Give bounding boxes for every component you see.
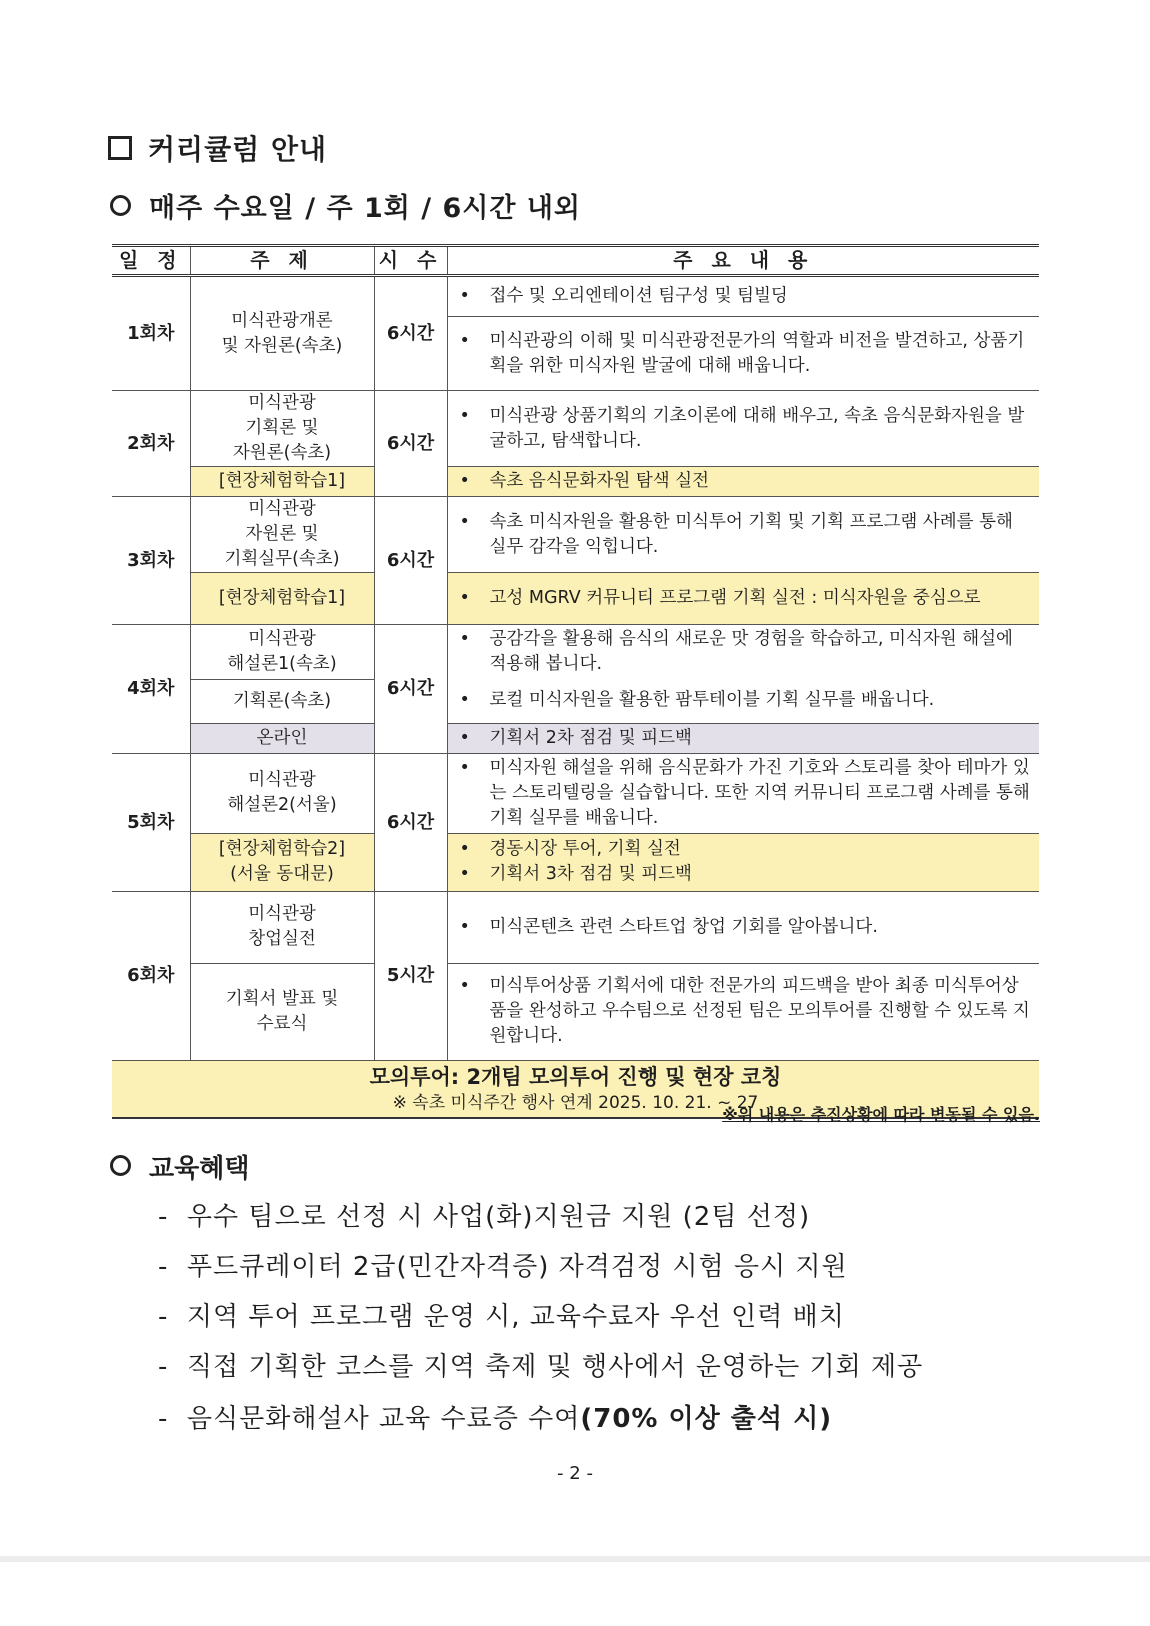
table-row xyxy=(112,573,1039,625)
content-text: 미식관광의 이해 및 미식관광전문가의 역할과 비전을 발견하고, 상품기획을 위한 미식자원 발굴에 대해 배웁니다. xyxy=(489,330,1025,376)
square-bullet-icon xyxy=(108,136,132,160)
content-text: 로컬 미식자원을 활용한 팜투테이블 기획 실무를 배웁니다. xyxy=(489,690,935,711)
session-number: 2회차 xyxy=(112,391,190,497)
content-text: 미식자원 해설을 위해 음식문화가 가진 기호와 스토리를 찾아 테마가 있는 스토리텔링을 실습합니다. 또한 지역 커뮤니티 프로그램 사례를 통해 기획 실무를 배웁니다. xyxy=(489,757,1030,828)
benefit-item: - 지역 투어 프로그램 운영 시, 교육수료자 우선 인력 배치 xyxy=(158,1302,845,1332)
benefit-text: 음식문화해설사 교육 수료증 수여 xyxy=(186,1404,581,1434)
content-cell: • 고성 MGRV 커뮤니티 프로그램 기획 실전 : 미식자원을 중심으로 xyxy=(447,573,1039,625)
circle-bullet-icon xyxy=(110,1155,131,1176)
session-topic: 미식관광개론 및 자원론(속초) xyxy=(190,276,374,391)
session-hours: 5시간 xyxy=(374,891,447,1060)
content-cell: • 기획서 2차 점검 및 피드백 xyxy=(447,723,1039,753)
session-hours: 6시간 xyxy=(374,753,447,891)
table-row xyxy=(112,833,1039,891)
content-cell: • 로컬 미식자원을 활용한 팜투테이블 기획 실무를 배웁니다. xyxy=(447,679,1039,723)
content-text: 접수 및 오리엔테이션 팀구성 및 팀빌딩 xyxy=(489,286,788,306)
mock-tour-note: ※ 속초 미식주간 행사 연계 2025. 10. 21. ~ 27 xyxy=(392,1092,759,1113)
table-row xyxy=(112,963,1039,1060)
benefit-text: 지역 투어 프로그램 운영 시, 교육수료자 우선 인력 배치 xyxy=(186,1302,845,1332)
content-cell: • 미식관광 상품기획의 기초이론에 대해 배우고, 속초 음식문화자원을 발굴하고, 탐색합니다. xyxy=(447,391,1039,467)
content-text: 기획서 3차 점검 및 피드백 xyxy=(489,864,692,884)
session-topic: 미식관광 해설론2(서울) xyxy=(190,753,374,833)
field-trip-label: [현장체험학습2] (서울 동대문) xyxy=(190,833,374,891)
benefit-item: - 음식문화해설사 교육 수료증 수여(70% 이상 출석 시) xyxy=(158,1404,833,1434)
page-heading xyxy=(108,128,327,168)
session-topic: 미식관광 자원론 및 기획실무(속초) xyxy=(190,497,374,573)
field-trip-label: [현장체험학습1] xyxy=(190,573,374,625)
table-row xyxy=(112,625,1039,680)
session-topic: 미식관광 해설론1(속초) xyxy=(190,625,374,680)
session-number: 6회차 xyxy=(112,891,190,1060)
session-number: 1회차 xyxy=(112,276,190,391)
table-row xyxy=(112,891,1039,963)
content-text: 고성 MGRV 커뮤니티 프로그램 기획 실전 : 미식자원을 중심으로 xyxy=(489,588,981,608)
session-hours: 6시간 xyxy=(374,497,447,625)
content-text: 속초 음식문화자원 탐색 실전 xyxy=(489,471,710,491)
session-hours: 6시간 xyxy=(374,276,447,391)
session-topic: 미식관광 기획론 및 자원론(속초) xyxy=(190,391,374,467)
content-text: 미식콘텐츠 관련 스타트업 창업 기회를 알아봅니다. xyxy=(489,916,878,937)
content-cell: • 미식콘텐츠 관련 스타트업 창업 기회를 알아봅니다. xyxy=(447,891,1039,963)
change-note: ※위 내용은 추진상황에 따라 변동될 수 있음. xyxy=(722,1105,1040,1124)
session-hours: 6시간 xyxy=(374,391,447,497)
session-number: 3회차 xyxy=(112,497,190,625)
header-schedule: 일 정 xyxy=(112,246,190,276)
content-text: 미식투어상품 기획서에 대한 전문가의 피드백을 받아 최종 미식투어상품을 완성하고 우수팀으로 선정된 팀은 모의투어를 진행할 수 있도록 지원합니다. xyxy=(489,976,1030,1046)
session-number: 4회차 xyxy=(112,625,190,754)
content-text: 경동시장 투어, 기획 실전 xyxy=(489,839,681,859)
session-number: 5회차 xyxy=(112,753,190,891)
session-hours: 6시간 xyxy=(374,625,447,754)
session-topic: 미식관광 창업실전 xyxy=(190,891,374,963)
content-cell: • 속초 미식자원을 활용한 미식투어 기획 및 기획 프로그램 사례를 통해 실무 감각을 익힙니다. xyxy=(447,497,1039,573)
table-row xyxy=(112,276,1039,317)
benefit-text: 직접 기획한 코스를 지역 축제 및 행사에서 운영하는 기회 제공 xyxy=(186,1352,924,1382)
header-content: 주 요 내 용 xyxy=(447,246,1039,276)
content-cell: • 접수 및 오리엔테이션 팀구성 및 팀빌딩 xyxy=(447,276,1039,317)
schedule-line xyxy=(110,186,581,225)
benefit-text: 푸드큐레이터 2급(민간자격증) 자격검정 시험 응시 지원 xyxy=(186,1252,848,1282)
curriculum-table xyxy=(112,244,1039,1119)
table-row xyxy=(112,467,1039,497)
mock-tour-title: 모의투어: 2개팀 모의투어 진행 및 현장 코칭 xyxy=(369,1064,782,1089)
session-topic: 기획서 발표 및 수료식 xyxy=(190,963,374,1060)
benefit-item: - 푸드큐레이터 2급(민간자격증) 자격검정 시험 응시 지원 xyxy=(158,1252,848,1282)
content-cell: • 미식투어상품 기획서에 대한 전문가의 피드백을 받아 최종 미식투어상품을 완성하고 우수팀으로 선정된 팀은 모의투어를 진행할 수 있도록 지원합니다. xyxy=(447,963,1039,1060)
page-heading-text: 커리큘럼 안내 xyxy=(148,133,328,166)
content-cell: • 경동시장 투어, 기획 실전 • 기획서 3차 점검 및 피드백 xyxy=(447,833,1039,891)
header-hours: 시 수 xyxy=(374,246,447,276)
content-cell: • 미식관광의 이해 및 미식관광전문가의 역할과 비전을 발견하고, 상품기획을 위한 미식자원 발굴에 대해 배웁니다. xyxy=(447,317,1039,391)
table-header-row xyxy=(112,246,1039,276)
table-row xyxy=(112,497,1039,573)
field-trip-label: [현장체험학습1] xyxy=(190,467,374,497)
content-text: 미식관광 상품기획의 기초이론에 대해 배우고, 속초 음식문화자원을 발굴하고, 탐색합니다. xyxy=(489,405,1025,451)
page-bottom-edge xyxy=(0,1556,1150,1562)
table-row xyxy=(112,679,1039,723)
content-text: 기획서 2차 점검 및 피드백 xyxy=(489,727,692,748)
table-row xyxy=(112,753,1039,833)
content-text: 속초 미식자원을 활용한 미식투어 기획 및 기획 프로그램 사례를 통해 실무 감각을 익힙니다. xyxy=(489,511,1013,557)
benefit-item: - 우수 팀으로 선정 시 사업(화)지원금 지원 (2팀 선정) xyxy=(158,1202,811,1232)
content-cell: • 공감각을 활용해 음식의 새로운 맛 경험을 학습하고, 미식자원 해설에 적용해 봅니다. xyxy=(447,625,1039,680)
table-row xyxy=(112,391,1039,467)
benefit-text: 우수 팀으로 선정 시 사업(화)지원금 지원 (2팀 선정) xyxy=(186,1202,811,1232)
content-cell: • 미식자원 해설을 위해 음식문화가 가진 기호와 스토리를 찾아 테마가 있는 스토리텔링을 실습합니다. 또한 지역 커뮤니티 프로그램 사례를 통해 기획 실무를 배웁니다. xyxy=(447,753,1039,833)
benefit-condition: (70% 이상 출석 시) xyxy=(580,1404,833,1434)
table-row xyxy=(112,723,1039,753)
benefit-item: - 직접 기획한 코스를 지역 축제 및 행사에서 운영하는 기회 제공 xyxy=(158,1352,924,1382)
benefits-heading xyxy=(110,1148,249,1185)
schedule-text: 매주 수요일 / 주 1회 / 6시간 내외 xyxy=(149,193,581,224)
header-topic: 주 제 xyxy=(190,246,374,276)
content-cell: • 속초 음식문화자원 탐색 실전 xyxy=(447,467,1039,497)
content-text: 공감각을 활용해 음식의 새로운 맛 경험을 학습하고, 미식자원 해설에 적용해 봅니다. xyxy=(489,629,1013,674)
online-label: 온라인 xyxy=(190,723,374,753)
session-topic: 기획론(속초) xyxy=(190,679,374,723)
benefits-title: 교육혜택 xyxy=(149,1154,250,1184)
page-number: - 2 - xyxy=(557,1463,593,1484)
circle-bullet-icon xyxy=(110,195,131,216)
